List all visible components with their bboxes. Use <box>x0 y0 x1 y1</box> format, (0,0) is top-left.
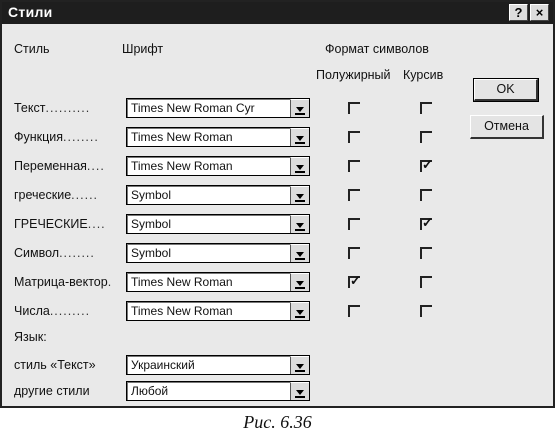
figure-caption: Рис. 6.36 <box>243 412 312 432</box>
font-value: Symbol <box>131 246 172 260</box>
style-name: греческие <box>14 188 72 202</box>
font-value: Times New Roman <box>131 275 233 289</box>
font-value: Times New Roman <box>131 304 233 318</box>
chevron-down-icon[interactable] <box>290 273 309 291</box>
chevron-down-icon[interactable] <box>290 356 309 374</box>
italic-checkbox[interactable] <box>420 189 432 201</box>
style-name: Текст <box>14 101 46 115</box>
leader-dots: ........ <box>59 246 95 260</box>
bold-checkbox[interactable] <box>348 305 360 317</box>
close-icon[interactable]: × <box>530 4 549 21</box>
bold-checkbox[interactable] <box>348 273 361 288</box>
italic-checkbox[interactable] <box>420 157 433 172</box>
chevron-down-icon[interactable] <box>290 382 309 400</box>
leader-dots: ...... <box>71 188 99 202</box>
font-select[interactable] <box>126 214 310 234</box>
leader-dots: ........ <box>63 130 99 144</box>
leader-dots: .... <box>86 159 105 173</box>
bold-checkbox[interactable] <box>348 189 360 201</box>
italic-checkbox[interactable] <box>420 102 432 114</box>
font-column-header: Шрифт <box>122 42 164 56</box>
style-name: Функция <box>14 130 64 144</box>
font-select[interactable] <box>126 185 310 205</box>
other-styles-language-label: другие стили <box>14 384 90 398</box>
check-icon: ✓ <box>422 157 433 172</box>
italic-checkbox[interactable] <box>420 215 433 230</box>
style-name: Переменная <box>14 159 87 173</box>
leader-dots: . <box>107 275 113 289</box>
font-select[interactable] <box>126 243 310 263</box>
chevron-down-icon[interactable] <box>290 186 309 204</box>
bold-checkbox[interactable] <box>348 247 360 259</box>
bold-checkbox[interactable] <box>348 131 360 143</box>
style-row-label <box>14 217 106 231</box>
style-row-label <box>14 101 90 115</box>
leader-dots: ......... <box>49 304 91 318</box>
leader-dots: .......... <box>45 101 91 115</box>
italic-column-header: Курсив <box>403 68 444 82</box>
italic-checkbox[interactable] <box>420 305 432 317</box>
leader-dots: .... <box>87 217 106 231</box>
text-style-language-select[interactable] <box>126 355 310 375</box>
chevron-down-icon[interactable] <box>290 244 309 262</box>
style-column-header: Стиль <box>14 42 50 56</box>
style-row-label <box>14 304 90 318</box>
other-styles-language-select[interactable] <box>126 381 310 401</box>
title-bar <box>2 2 553 24</box>
bold-checkbox[interactable] <box>348 218 360 230</box>
dialog-title: Стили <box>8 4 53 20</box>
chevron-down-icon[interactable] <box>290 157 309 175</box>
font-select[interactable] <box>126 98 310 118</box>
language-heading: Язык: <box>14 330 47 344</box>
font-select[interactable] <box>126 156 310 176</box>
font-value: Symbol <box>131 188 172 202</box>
font-select[interactable] <box>126 272 310 292</box>
style-row-label <box>14 188 98 202</box>
check-icon: ✓ <box>350 273 361 288</box>
font-select[interactable] <box>126 301 310 321</box>
font-value: Times New Roman <box>131 159 233 173</box>
italic-checkbox[interactable] <box>420 247 432 259</box>
font-value: Times New Roman <box>131 130 233 144</box>
char-format-header: Формат символов <box>325 42 429 56</box>
chevron-down-icon[interactable] <box>290 215 309 233</box>
italic-checkbox[interactable] <box>420 276 432 288</box>
ok-button[interactable]: OK <box>474 79 538 101</box>
chevron-down-icon[interactable] <box>290 302 309 320</box>
font-select[interactable] <box>126 127 310 147</box>
bold-column-header: Полужирный <box>316 68 391 82</box>
check-icon: ✓ <box>422 215 433 230</box>
text-style-language-label: стиль «Текст» <box>14 358 96 372</box>
style-name: ГРЕЧЕСКИЕ <box>14 217 88 231</box>
other-styles-language-value: Любой <box>131 384 169 398</box>
chevron-down-icon[interactable] <box>290 99 309 117</box>
style-row-label <box>14 130 99 144</box>
style-name: Числа <box>14 304 50 318</box>
font-value: Symbol <box>131 217 172 231</box>
style-row-label <box>14 246 95 260</box>
bold-checkbox[interactable] <box>348 102 360 114</box>
font-value: Times New Roman Cyr <box>131 101 255 115</box>
style-name: Символ <box>14 246 60 260</box>
text-style-language-value: Украинский <box>131 358 195 372</box>
italic-checkbox[interactable] <box>420 131 432 143</box>
help-icon[interactable]: ? <box>509 4 528 21</box>
style-row-label <box>14 159 105 173</box>
style-row-label <box>14 275 112 289</box>
bold-checkbox[interactable] <box>348 160 360 172</box>
chevron-down-icon[interactable] <box>290 128 309 146</box>
cancel-button[interactable]: Отмена <box>470 115 544 139</box>
style-name: Матрица-вектор <box>14 275 108 289</box>
